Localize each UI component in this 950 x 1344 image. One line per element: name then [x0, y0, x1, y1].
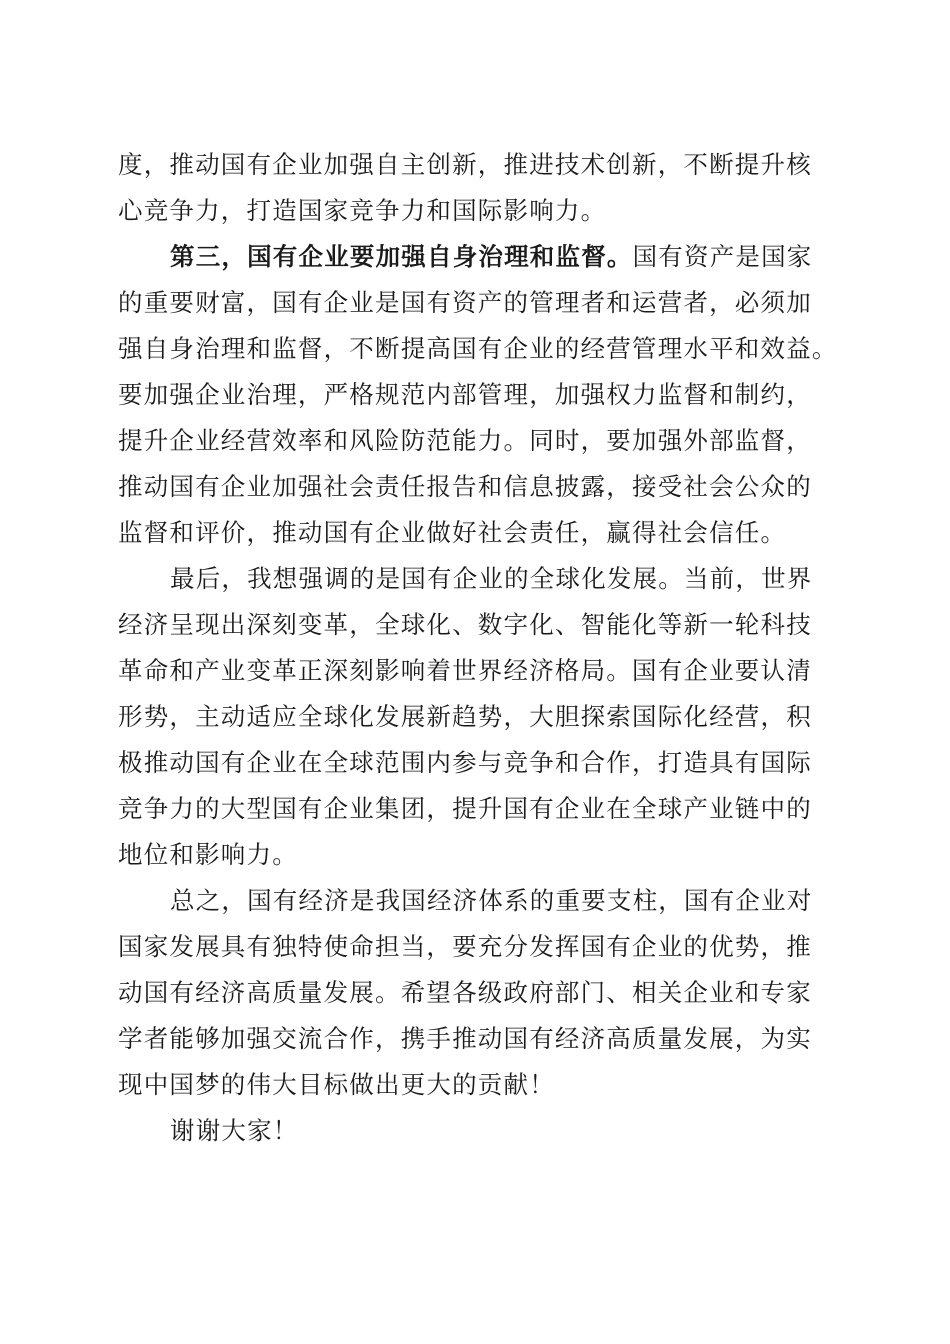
text-line: 要加强企业治理，严格规范内部管理，加强权力监督和制约， — [118, 380, 812, 409]
text-line: 竞争力的大型国有企业集团，提升国有企业在全球产业链中的 — [118, 794, 812, 823]
text-line: 经济呈现出深刻变革，全球化、数字化、智能化等新一轮科技 — [118, 610, 812, 639]
text-line: 提升企业经营效率和风险防范能力。同时，要加强外部监督， — [118, 426, 812, 455]
text-line: 极推动国有企业在全球范围内参与竞争和合作，打造具有国际 — [118, 748, 812, 777]
text-line: 最后，我想强调的是国有企业的全球化发展。当前，世界 — [170, 564, 813, 593]
text-line: 度，推动国有企业加强自主创新，推进技术创新，不断提升核 — [118, 150, 812, 179]
text-line: 动国有经济高质量发展。希望各级政府部门、相关企业和专家 — [118, 978, 812, 1007]
text-line: 推动国有企业加强社会责任报告和信息披露，接受社会公众的 — [118, 472, 812, 501]
text-line: 强自身治理和监督，不断提高国有企业的经营管理水平和效益。 — [118, 334, 838, 363]
text-line: 总之，国有经济是我国经济体系的重要支柱，国有企业对 — [170, 886, 813, 915]
text-line — [118, 234, 838, 280]
text-line: 现中国梦的伟大目标做出更大的贡献！ — [118, 1070, 555, 1099]
section-heading: 第三，国有企业要加强自身治理和监督。 — [170, 242, 633, 271]
text-line: 革命和产业变革正深刻影响着世界经济格局。国有企业要认清 — [118, 656, 812, 685]
text-line: 心竞争力，打造国家竞争力和国际影响力。 — [118, 196, 607, 225]
text-line: 谢谢大家！ — [170, 1116, 299, 1145]
text-line: 地位和影响力。 — [118, 840, 298, 869]
text-line: 国家发展具有独特使命担当，要充分发挥国有企业的优势，推 — [118, 932, 812, 961]
text-run: 国有资产是国家 — [632, 242, 813, 271]
text-line: 学者能够加强交流合作，携手推动国有经济高质量发展，为实 — [118, 1024, 812, 1053]
text-line: 形势，主动适应全球化发展新趋势，大胆探索国际化经营，积 — [118, 702, 812, 731]
text-line: 的重要财富，国有企业是国有资产的管理者和运营者，必须加 — [118, 288, 812, 317]
document-body — [118, 142, 838, 1154]
text-line: 监督和评价，推动国有企业做好社会责任，赢得社会信任。 — [118, 518, 787, 547]
